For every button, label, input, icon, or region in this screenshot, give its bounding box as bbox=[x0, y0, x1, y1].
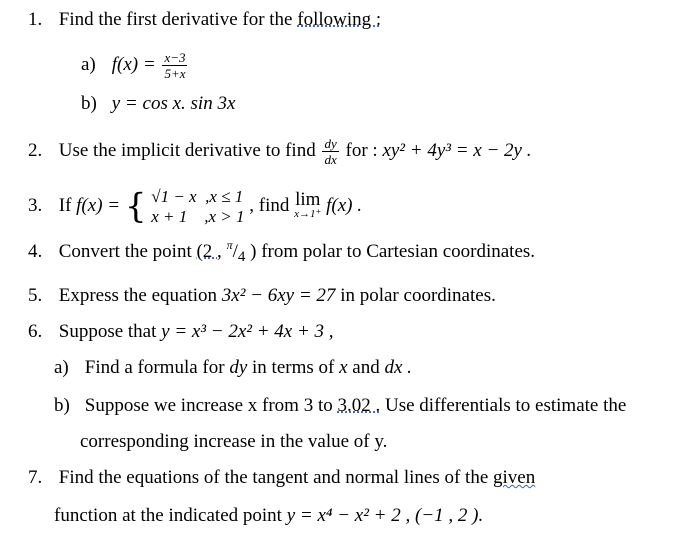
q1a-label: a) bbox=[81, 53, 96, 75]
q6-number: 6. bbox=[28, 321, 43, 342]
q3-lim: lim bbox=[295, 188, 321, 210]
q1b-line bbox=[81, 92, 235, 116]
q6a-label: a) bbox=[54, 357, 69, 378]
q7-number: 7. bbox=[28, 467, 43, 488]
q6b-line-2 bbox=[80, 430, 387, 454]
q7-given-link[interactable]: given bbox=[493, 467, 536, 488]
q4-point-den: 4 bbox=[237, 249, 246, 265]
q4-point-open[interactable]: (2 , bbox=[196, 241, 222, 262]
q1a-fraction bbox=[162, 50, 187, 81]
q7-text-1: Find the equations of the tangent and normal lines of the bbox=[58, 467, 489, 488]
q4-point-pi: π bbox=[226, 238, 233, 252]
q3-case-1 bbox=[151, 187, 244, 207]
q1a-lhs: f(x) = bbox=[111, 53, 156, 75]
q5-text-b: in polar coordinates. bbox=[340, 285, 496, 306]
q1a-denominator: 5+x bbox=[164, 66, 186, 81]
q1b-expression: y = cos x. sin 3x bbox=[111, 93, 236, 114]
q4-text-a: Convert the point bbox=[58, 241, 192, 262]
q4-point-close: ) bbox=[250, 241, 257, 262]
q6-equation: y = x³ − 2x² + 4x + 3 , bbox=[161, 321, 334, 342]
q7-line bbox=[28, 466, 535, 490]
q3-number: 3. bbox=[28, 195, 43, 216]
q3-line bbox=[28, 184, 362, 228]
q6b-text-3: corresponding increase in the value of y. bbox=[80, 431, 388, 452]
q7-equation: y = x⁴ − x² + 2 , (−1 , 2 ). bbox=[286, 505, 484, 526]
q7-line-2 bbox=[54, 504, 483, 528]
q6b-label: b) bbox=[54, 395, 70, 416]
q1-line bbox=[28, 8, 381, 32]
q4-text-b: from polar to Cartesian coordinates. bbox=[261, 241, 536, 262]
q6-line bbox=[28, 320, 334, 344]
q2-number: 2. bbox=[28, 139, 43, 161]
q6a-text-1: Find a formula for bbox=[84, 357, 225, 378]
q3-find: , find bbox=[249, 195, 290, 216]
q1a-numerator: x−3 bbox=[164, 50, 186, 65]
q1-number: 1. bbox=[28, 9, 43, 30]
q3-case1-cond: ,x ≤ 1 bbox=[205, 186, 244, 206]
q3-if: If bbox=[58, 195, 72, 216]
q5-number: 5. bbox=[28, 285, 43, 306]
q3-lhs: f(x) = bbox=[76, 195, 121, 216]
q2-denominator: dx bbox=[324, 152, 337, 167]
q6a-line bbox=[54, 356, 412, 380]
q2-line bbox=[28, 136, 531, 167]
q3-case2-cond: ,x > 1 bbox=[204, 206, 245, 226]
q1a-line bbox=[81, 50, 189, 81]
q5-text-a: Express the equation bbox=[58, 285, 218, 306]
q6b-text-1: Suppose we increase x from 3 to bbox=[84, 395, 333, 416]
q3-case1-expr: √1 − x bbox=[151, 186, 197, 206]
q1-text: Find the first derivative for the bbox=[58, 9, 293, 30]
q1-following-link[interactable]: following : bbox=[297, 9, 382, 30]
q1b-label: b) bbox=[81, 93, 97, 114]
q3-cases bbox=[151, 187, 244, 227]
q4-number: 4. bbox=[28, 241, 43, 262]
q3-fx: f(x) . bbox=[326, 195, 362, 216]
q2-text: Use the implicit derivative to find bbox=[58, 139, 316, 161]
q3-lim-sub: x→1⁺ bbox=[294, 207, 322, 220]
q6a-x: x bbox=[339, 357, 348, 378]
q3-brace: { bbox=[124, 186, 147, 227]
q6a-dx: dx . bbox=[384, 357, 412, 378]
q4-line: 4. Convert the point (2 , $^\pi/_4$ ) from polar to Cartesian coordinates. bbox=[28, 238, 536, 265]
q3-limit bbox=[294, 188, 322, 222]
q5-equation: 3x² − 6xy = 27 bbox=[221, 285, 336, 306]
q7-text-2: function at the indicated point bbox=[54, 505, 282, 526]
q2-fraction bbox=[322, 136, 338, 167]
q6-text: Suppose that bbox=[58, 321, 157, 342]
q2-equation: xy² + 4y³ = x − 2y . bbox=[382, 139, 532, 161]
q6a-text-2: in terms of bbox=[252, 357, 335, 378]
q2-numerator: dy bbox=[324, 136, 337, 151]
q6a-dy: dy bbox=[229, 357, 248, 378]
q6a-text-3: and bbox=[352, 357, 380, 378]
q6b-line bbox=[54, 394, 626, 418]
q5-line bbox=[28, 284, 496, 308]
q6b-link[interactable]: 3.02 . bbox=[337, 395, 381, 416]
q3-case-2 bbox=[151, 207, 244, 227]
q2-for: for : bbox=[345, 139, 378, 161]
q6b-text-2: Use differentials to estimate the bbox=[385, 395, 627, 416]
q3-case2-expr: x + 1 bbox=[151, 206, 188, 226]
